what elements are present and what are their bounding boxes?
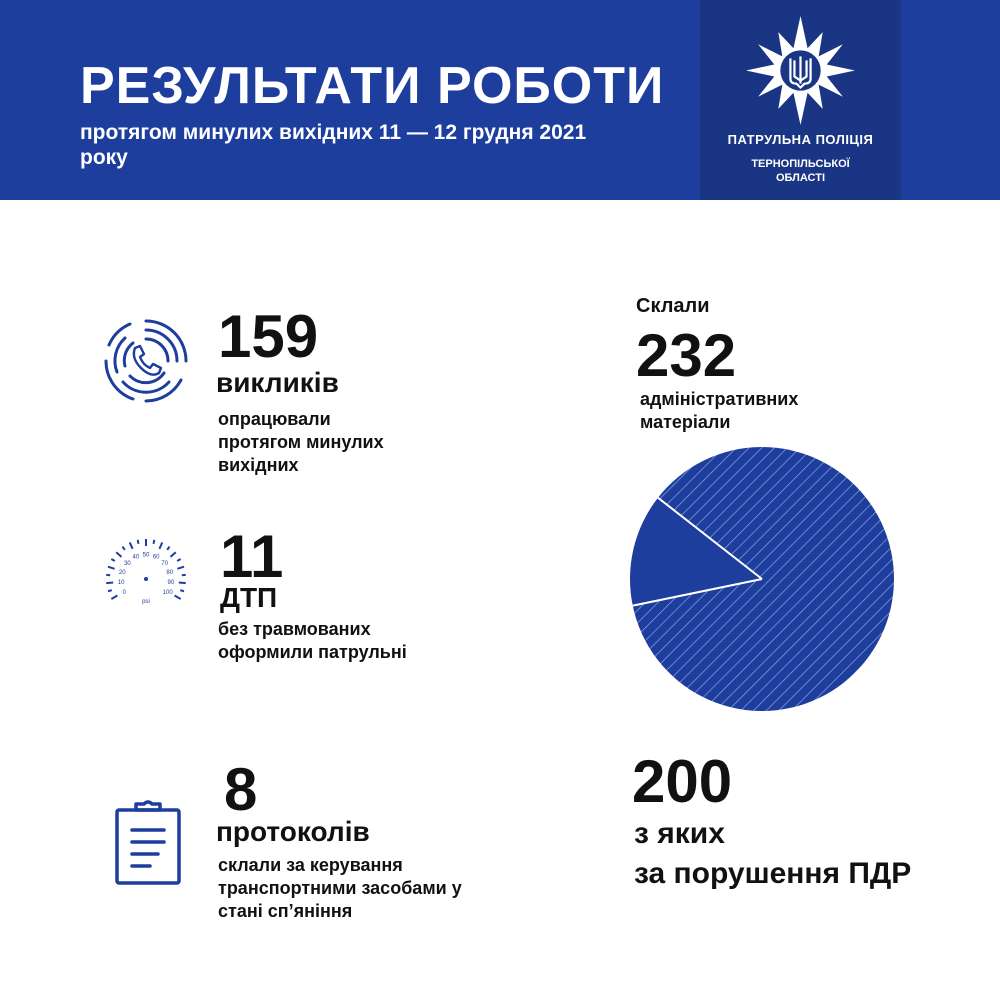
accidents-description: без травмованих оформили патрульні [218, 619, 407, 662]
gauge-tick [180, 590, 184, 591]
materials-description: адміністративних матеріали [640, 389, 799, 432]
accidents-count: 11 [220, 523, 284, 590]
protocols-description: склали за керування транспортними засобами у стані сп’яніння [218, 855, 462, 921]
violations-line2: за порушення ПДР [634, 857, 912, 890]
gauge-tick [175, 596, 181, 600]
materials-count: 232 [636, 322, 737, 389]
badge-region: ТЕРНОПІЛЬСЬКОЇ ОБЛАСТІ [751, 158, 850, 184]
gauge-tick-label: 70 [161, 560, 168, 567]
accidents-unit: ДТП [220, 582, 278, 613]
gauge-tick-label: 40 [132, 554, 140, 561]
gauge-tick [167, 547, 169, 550]
police-badge [700, 0, 901, 200]
phone-icon [103, 318, 189, 404]
gauge-tick [116, 552, 121, 557]
gauge-tick [177, 559, 180, 561]
page-title: РЕЗУЛЬТАТИ РОБОТИ [80, 57, 665, 115]
gauge-tick-label: 90 [167, 580, 175, 587]
speedometer-icon [98, 525, 194, 609]
gauge-tick [111, 559, 114, 561]
police-star-icon [744, 14, 857, 127]
gauge-tick [153, 540, 154, 544]
gauge-tick-label: 80 [166, 569, 174, 576]
clipboard-icon [114, 800, 182, 886]
gauge-unit-label: psi [142, 599, 150, 605]
materials-label: Склали [636, 295, 710, 317]
gauge-tick [108, 590, 112, 591]
gauge-tick-label: 20 [118, 569, 126, 576]
gauge-center [144, 577, 148, 581]
calls-unit: викликів [216, 367, 339, 398]
gauge-tick-label: 100 [162, 590, 173, 596]
gauge-tick-label: 60 [152, 554, 160, 561]
header-banner [0, 0, 1000, 200]
gauge-tick [130, 542, 133, 548]
gauge-tick [108, 567, 115, 569]
gauge-tick [122, 547, 124, 550]
violations-count: 200 [632, 748, 733, 815]
gauge-tick-label: 50 [142, 552, 150, 559]
protocols-count: 8 [224, 756, 258, 823]
gauge-tick [179, 582, 186, 583]
gauge-tick [159, 542, 162, 548]
gauge-tick [111, 596, 117, 600]
calls-count: 159 [218, 303, 319, 370]
gauge-tick [177, 567, 184, 569]
gauge-tick [171, 552, 176, 557]
gauge-tick-label: 30 [124, 560, 131, 567]
badge-title: ПАТРУЛЬНА ПОЛІЦІЯ [727, 132, 874, 147]
gauge-tick-label: 10 [117, 580, 125, 587]
gauge-tick [106, 582, 113, 583]
materials-pie-chart [626, 443, 898, 715]
page-subtitle: протягом минулих вихідних 11 — 12 грудня 2021 року [80, 121, 587, 169]
protocols-unit: протоколів [216, 816, 370, 847]
gauge-tick-label: 0 [122, 590, 127, 596]
calls-description: опрацювали протягом минулих вихідних [218, 409, 384, 475]
gauge-tick [138, 540, 139, 544]
violations-line1: з яких [634, 817, 725, 850]
